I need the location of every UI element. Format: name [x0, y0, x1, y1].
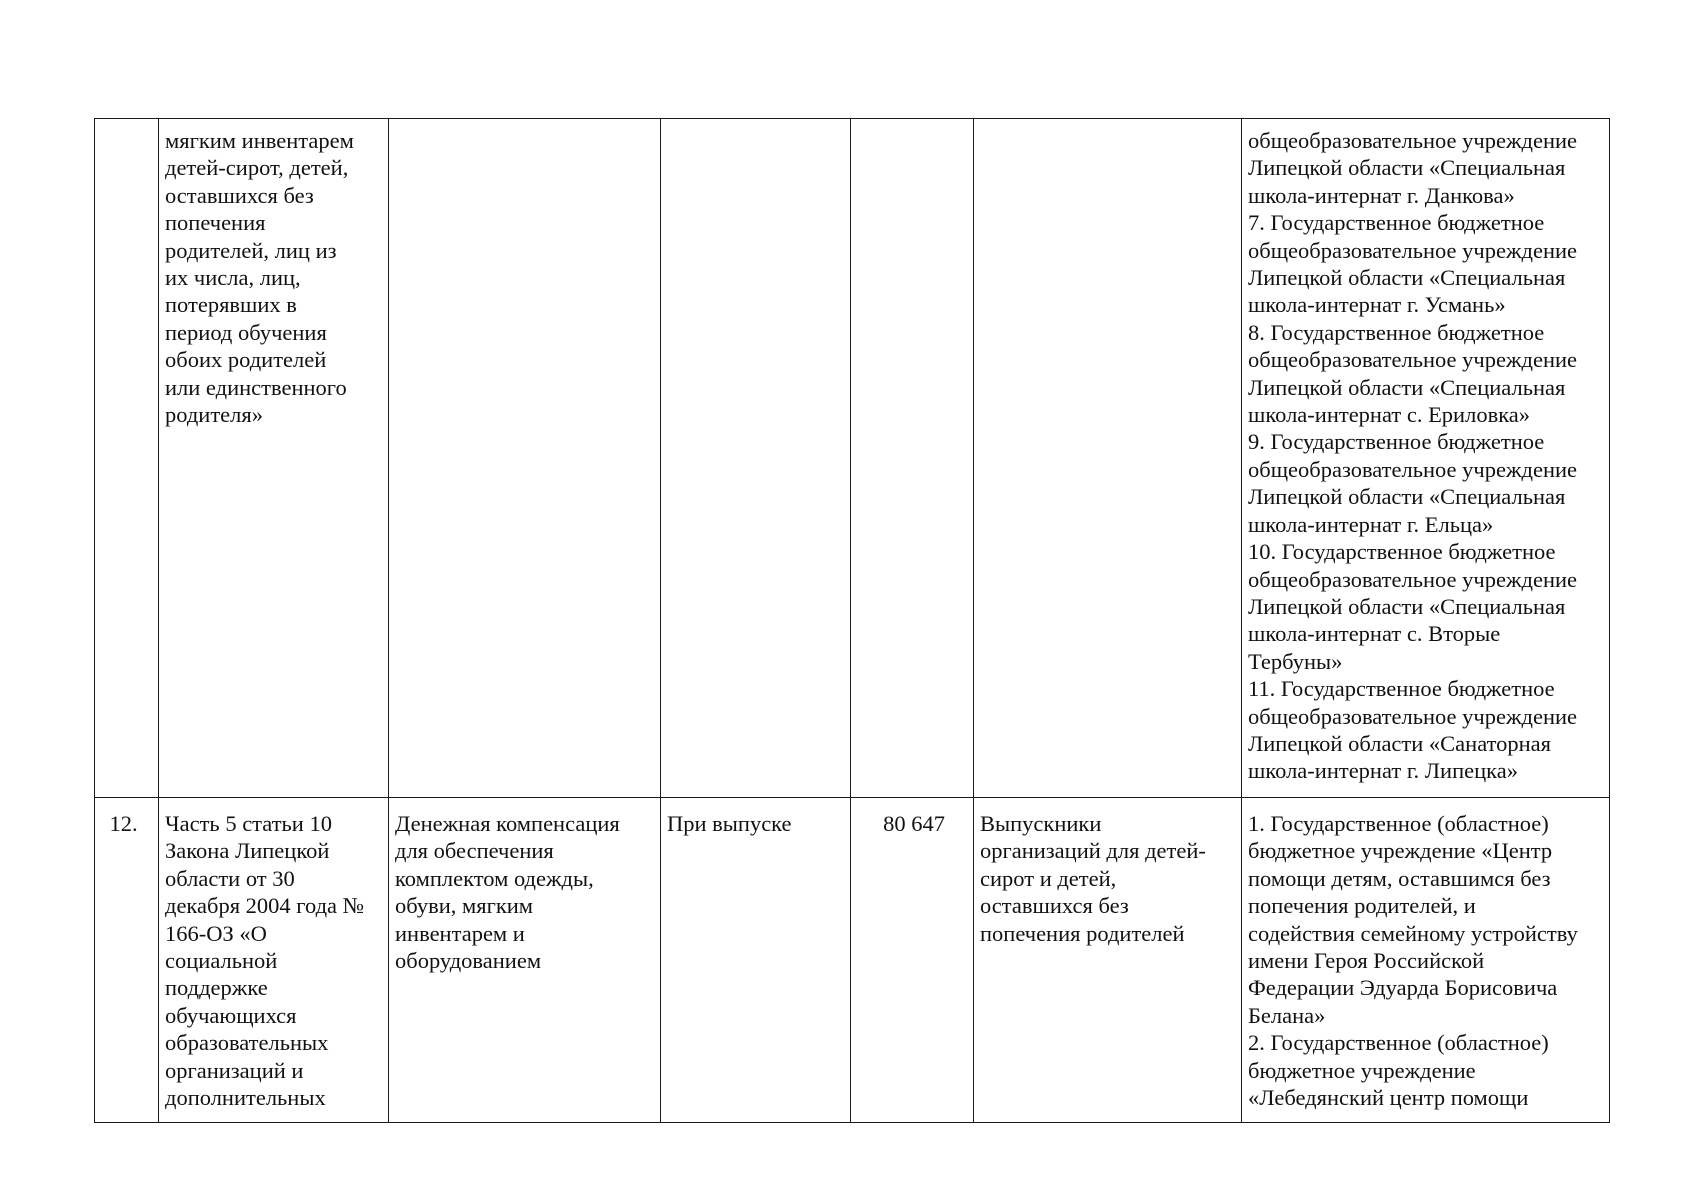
- recipients-cell: [974, 119, 1242, 798]
- row-number-cell: 12.: [95, 798, 159, 1123]
- legal-basis-cell: Часть 5 статьи 10 Закона Липецкой области от 30 декабря 2004 года № 166-ОЗ «О социальной поддержке обучающихся образовательных организаций и дополнительных: [159, 798, 389, 1123]
- payment-period-cell: При выпуске: [661, 798, 851, 1123]
- table-row: [95, 798, 1610, 1123]
- benefit-name-cell: [389, 119, 661, 798]
- institutions-cell: 1. Государственное (областное) бюджетное учреждение «Центр помощи детям, оставшимся без попечения родителей, и содействия семейному устройству имени Героя Российской Федерации Эдуарда Борисовича Белана» 2. Государственное (областное) бюджетное учреждение «Лебедянский центр помощи: [1242, 798, 1610, 1123]
- institutions-cell: общеобразовательное учреждение Липецкой области «Специальная школа-интернат г. Данкова» 7. Государственное бюджетное общеобразовательное учреждение Липецкой области «Специальная школа-интернат г. Усмань» 8. Государственное бюджетное общеобразовательное учреждение Липецкой области «Специальная школа-интернат с. Ериловка» 9. Государственное бюджетное общеобразовательное учреждение Липецкой области «Специальная школа-интернат г. Ельца» 10. Государственное бюджетное общеобразовательное учреждение Липецкой области «Специальная школа-интернат с. Вторые Тербуны» 11. Государственное бюджетное общеобразовательное учреждение Липецкой области «Санаторная школа-интернат г. Липецка»: [1242, 119, 1610, 798]
- payment-period-cell: [661, 119, 851, 798]
- benefits-table: [94, 118, 1610, 1123]
- amount-cell: [851, 119, 974, 798]
- row-number-cell: [95, 119, 159, 798]
- recipients-cell: Выпускники организаций для детей- сирот и детей, оставшихся без попечения родителей: [974, 798, 1242, 1123]
- legal-basis-cell: мягким инвентарем детей-сирот, детей, оставшихся без попечения родителей, лиц из их числа, лиц, потерявших в период обучения обоих родителей или единственного родителя»: [159, 119, 389, 798]
- table-row: [95, 119, 1610, 798]
- amount-cell: 80 647: [851, 798, 974, 1123]
- benefit-name-cell: Денежная компенсация для обеспечения комплектом одежды, обуви, мягким инвентарем и оборудованием: [389, 798, 661, 1123]
